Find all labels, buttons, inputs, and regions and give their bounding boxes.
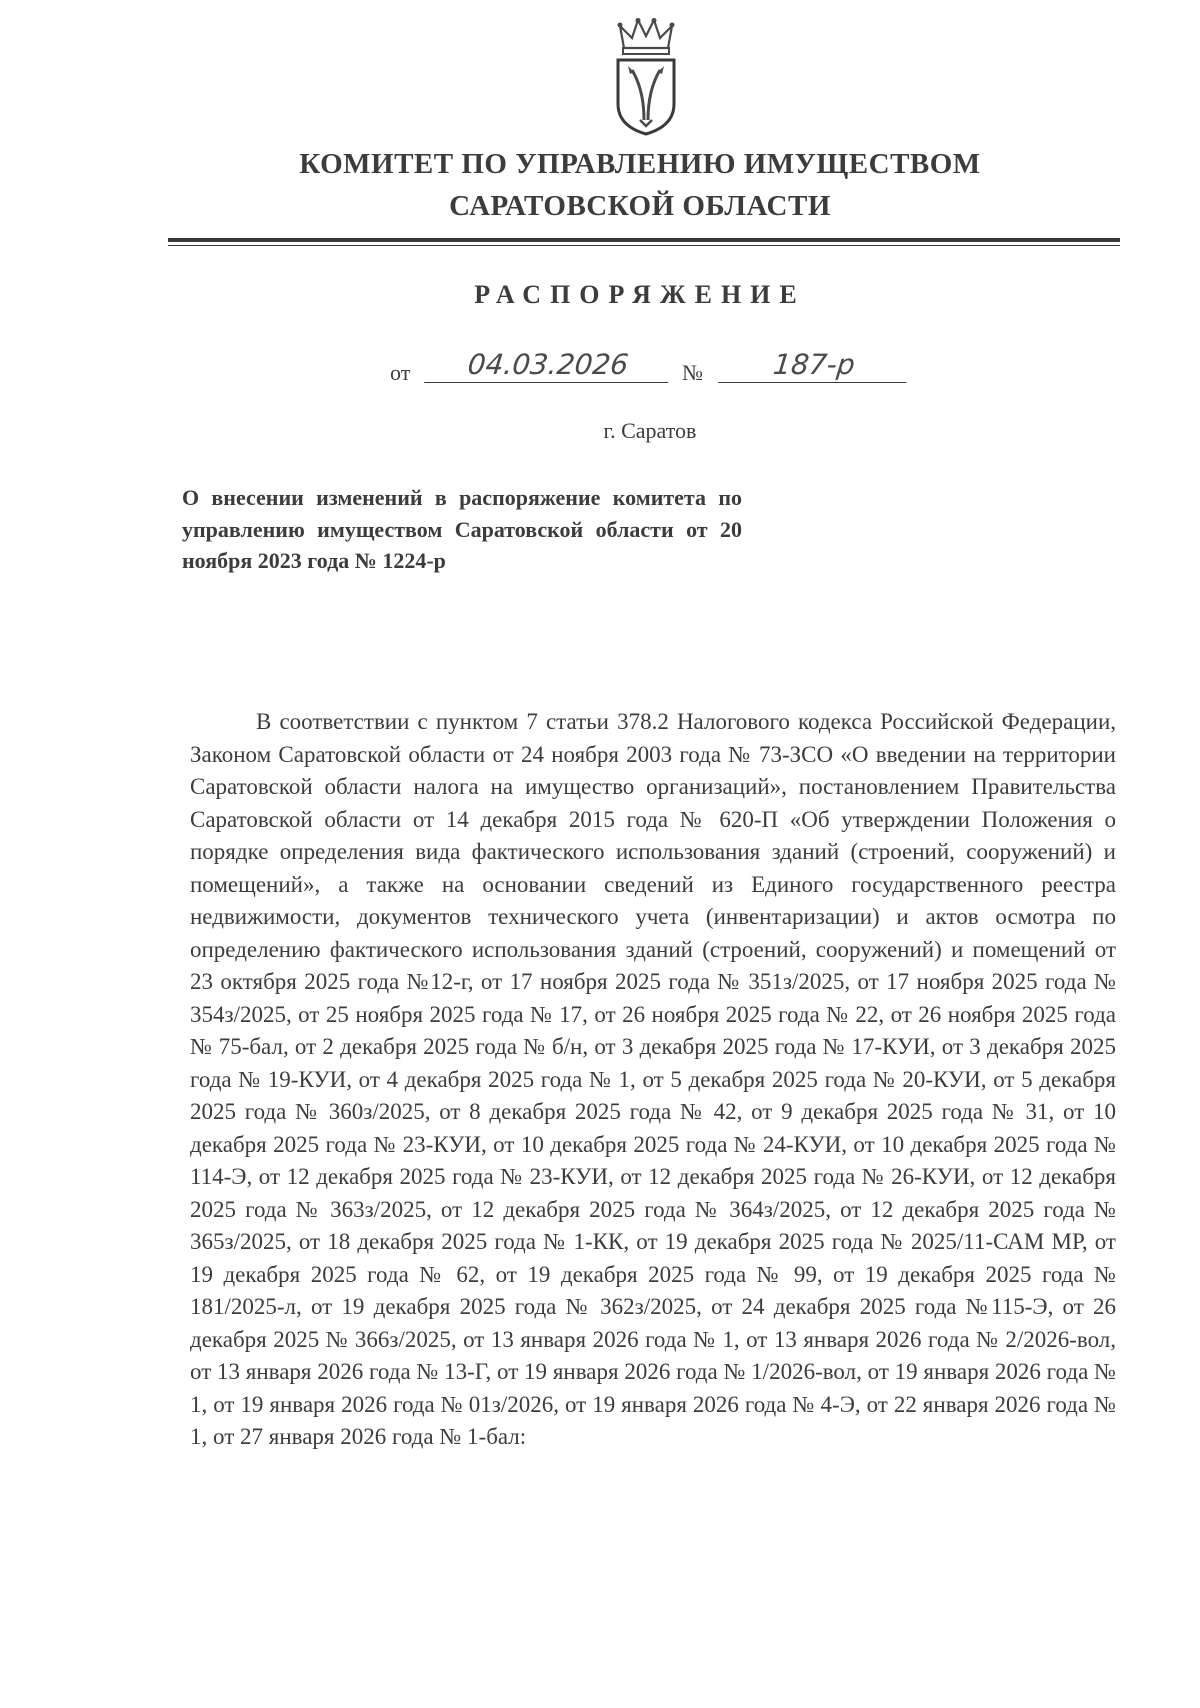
document-subject: О внесении изменений в распоряжение комитета по управлению имуществом Саратовской области от 20 ноября 2023 года № 1224-р xyxy=(182,485,742,573)
date-value: 04.03.2026 xyxy=(424,348,672,383)
saratov-coat-of-arms-icon xyxy=(610,18,682,138)
header-divider-thick xyxy=(168,238,1120,242)
body-paragraph: В соответствии с пунктом 7 статьи 378.2 Налогового кодекса Российской Федерации, Законом Саратовской области от 24 ноября 2003 года № 73-ЗСО «О введении на территории Саратовской области налога на имущество организаций», постановлением Правительства Саратовской области от 14 декабря 2015 года № 620-П «Об утверждении Положения о порядке определения вида фактического использования зданий (строений, сооружений) и помещений», а также на основании сведений из Единого государственного реестра недвижимости, документов технического учета (инвентаризации) и актов осмотра по определению фактического использования зданий (строений, сооружений) и помещений от 23 октября 2025 года №12-г, от 17 ноября 2025 года № 351з/2025, от 17 ноября 2025 года № 354з/2025, от 25 ноября 2025 года № 17, от 26 ноября 2025 года № 22, от 26 ноября 2025 года № 75-бал, от 2 декабря 2025 года № б/н, от 3 декабря 2025 года № 17-КУИ, от 3 декабря 2025 года № 19-КУИ, от 4 декабря 2025 года № 1, от 5 декабря 2025 года № 20-КУИ, от 5 декабря 2025 года № 360з/2025, от 8 декабря 2025 года № 42, от 9 декабря 2025 года № 31, от 10 декабря 2025 года № 23-КУИ, от 10 декабря 2025 года № 24-КУИ, от 10 декабря 2025 года № 114-Э, от 12 декабря 2025 года № 23-КУИ, от 12 декабря 2025 года № 26-КУИ, от 12 декабря 2025 года № 363з/2025, от 12 декабря 2025 года № 364з/2025, от 12 декабря 2025 года № 365з/2025, от 18 декабря 2025 года № 1-КК, от 19 декабря 2025 года № 2025/11-САМ МР, от 19 декабря 2025 года № 62, от 19 декабря 2025 года № 99, от 19 декабря 2025 года № 181/2025-л, от 19 декабря 2025 года № 362з/2025, от 24 декабря 2025 года №115-Э, от 26 декабря 2025 № 366з/2025, от 13 января 2026 года № 1, от 13 января 2026 года № 2/2026-вол, от 13 января 2026 года № 13-Г, от 19 января 2026 года № 1/2026-вол, от 19 января 2026 года № 1, от 19 января 2026 года № 01з/2026, от 19 января 2026 года № 4-Э, от 22 января 2026 года № 1, от 27 января 2026 года № 1-бал: xyxy=(190,709,1116,1449)
city-line: г. Саратов xyxy=(603,418,697,443)
number-label: № xyxy=(682,360,703,385)
number-value: 187-р xyxy=(718,348,910,383)
header-divider-thin xyxy=(168,245,1120,246)
organization-name-line1: КОМИТЕТ ПО УПРАВЛЕНИЮ ИМУЩЕСТВОМ xyxy=(299,148,981,180)
organization-name-line2: САРАТОВСКОЙ ОБЛАСТИ xyxy=(449,190,831,222)
document-type-title: РАСПОРЯЖЕНИЕ xyxy=(474,280,806,309)
date-label: от xyxy=(390,360,411,385)
